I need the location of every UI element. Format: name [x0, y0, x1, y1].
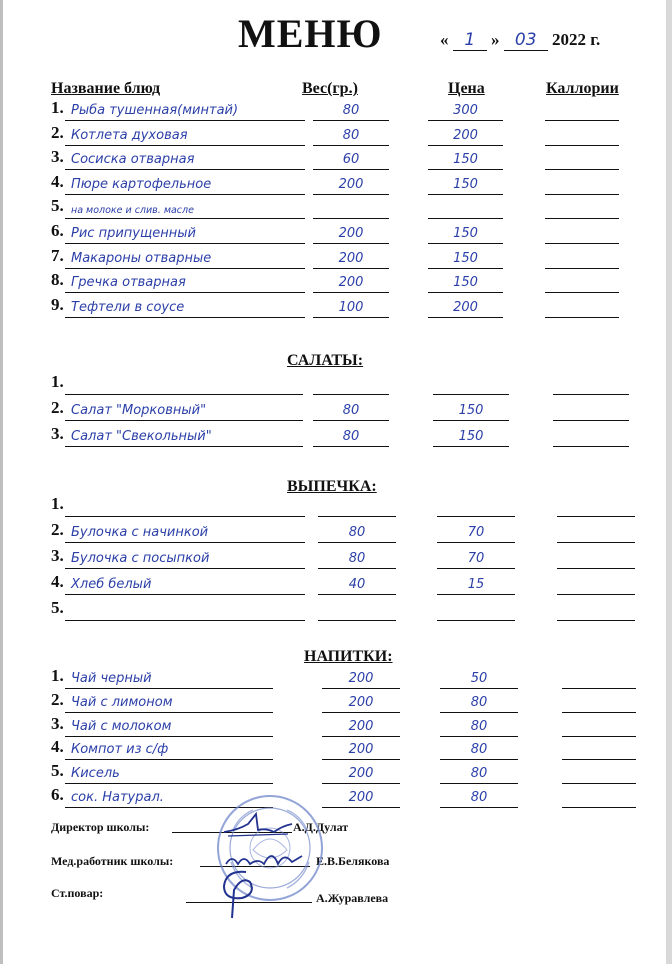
dish-price-line	[433, 374, 509, 395]
dish-name-line	[65, 198, 305, 219]
row-number: 3.	[51, 147, 64, 167]
dish-weight: 200	[348, 742, 374, 758]
row-number: 1.	[51, 372, 64, 391]
dish-weight-line	[313, 248, 389, 269]
row-number: 5.	[51, 761, 64, 781]
dish-name-line	[65, 174, 305, 195]
dish-calories-line	[553, 426, 629, 447]
dish-weight-line	[313, 272, 389, 293]
dish-price-line	[440, 716, 518, 737]
dish-calories-line	[557, 600, 635, 621]
menu-row	[0, 426, 672, 448]
dish-name: Тефтели в соусе	[71, 299, 185, 315]
menu-row	[0, 223, 672, 245]
dish-price: 80	[470, 790, 488, 805]
dish-weight: 80	[342, 403, 360, 418]
dish-weight: 80	[348, 525, 366, 540]
dish-calories-line	[545, 125, 619, 146]
dish-weight-line	[318, 496, 396, 517]
menu-row	[0, 600, 672, 622]
dish-weight: 100	[338, 299, 364, 315]
cook-name: А.Журавлева	[316, 891, 389, 905]
dish-price-line	[428, 248, 503, 269]
dish-weight-line	[322, 692, 400, 713]
director-label: Директор школы:	[51, 820, 150, 834]
dish-name: Рыба тушенная(минтай)	[71, 103, 239, 118]
menu-row	[0, 548, 672, 570]
dish-price-line	[428, 100, 503, 121]
dish-name-line	[65, 600, 305, 621]
dish-calories-line	[562, 739, 636, 760]
dish-name-line	[65, 496, 305, 517]
row-number: 1.	[51, 98, 64, 117]
row-number: 2.	[51, 122, 64, 142]
dish-price: 80	[470, 718, 488, 734]
dish-name-line	[65, 125, 305, 146]
medic-name: Е.В.Белякова	[316, 854, 390, 868]
row-number: 4.	[51, 737, 64, 757]
menu-row	[0, 122, 672, 147]
dish-calories-line	[553, 400, 629, 421]
dish-weight-line	[313, 149, 389, 170]
date-year: 2022 г.	[552, 30, 601, 49]
menu-row	[0, 522, 672, 544]
dish-name-line	[65, 548, 305, 569]
cook-label: Ст.повар:	[51, 886, 104, 900]
dish-name: Чай черный	[71, 671, 152, 686]
dish-weight: 200	[338, 226, 364, 241]
dish-calories-line	[557, 574, 635, 595]
dish-name: Салат "Свекольный"	[71, 429, 212, 444]
dish-weight: 200	[338, 275, 364, 291]
dish-price: 15	[467, 577, 485, 592]
dish-name-line	[65, 223, 305, 244]
dish-weight-line	[322, 763, 400, 784]
dish-weight-line	[322, 716, 400, 737]
dish-calories-line	[562, 716, 636, 737]
dish-price: 50	[470, 671, 488, 686]
dish-price: 150	[453, 275, 478, 291]
menu-row	[0, 100, 672, 122]
column-header-name: Название блюд	[51, 80, 161, 97]
dish-weight-line	[313, 174, 389, 195]
row-number: 2.	[51, 520, 64, 539]
date-quote-close: »	[491, 30, 500, 49]
dish-weight-line	[318, 600, 396, 621]
dish-price-line	[440, 668, 518, 689]
dish-weight-line	[318, 548, 396, 569]
row-number: 5.	[51, 196, 64, 216]
dish-name-line	[65, 522, 305, 543]
dish-weight-line	[313, 223, 389, 244]
dish-weight: 200	[348, 766, 374, 782]
column-header-price: Цена	[448, 80, 485, 97]
dish-name: Котлета духовая	[71, 127, 188, 143]
dish-name: Компот из с/ф	[71, 742, 169, 758]
dish-price-line	[433, 426, 509, 447]
dish-calories-line	[545, 174, 619, 195]
dish-price-line	[428, 149, 503, 170]
menu-row	[0, 149, 672, 171]
dish-price-line	[440, 787, 518, 808]
menu-row	[0, 668, 672, 690]
dish-name: Рис припущенный	[71, 226, 196, 241]
dish-name-line	[65, 248, 305, 269]
dish-weight-line	[322, 668, 400, 689]
dish-calories-line	[545, 198, 619, 219]
dish-price-line	[428, 223, 503, 244]
dish-calories-line	[545, 149, 619, 170]
dish-name-line	[65, 426, 303, 447]
dish-name-line	[65, 297, 305, 318]
column-header-weight: Вес(гр.)	[302, 80, 358, 97]
row-number: 4.	[51, 171, 64, 191]
dish-weight-line	[313, 125, 389, 146]
dish-calories-line	[557, 496, 635, 517]
dish-price: 80	[470, 766, 488, 782]
row-number: 6.	[51, 785, 64, 804]
menu-row	[0, 763, 672, 785]
dish-weight: 60	[342, 152, 360, 168]
row-number: 1.	[51, 666, 64, 685]
section-title-salads: САЛАТЫ:	[287, 352, 364, 369]
row-number: 5.	[51, 598, 64, 617]
dish-calories-line	[557, 522, 635, 543]
dish-name: Пюре картофельное	[71, 176, 212, 192]
dish-calories-line	[562, 787, 636, 808]
dish-weight: 200	[348, 694, 374, 710]
dish-weight-line	[313, 100, 389, 121]
menu-date	[440, 30, 600, 51]
dish-price-line	[440, 763, 518, 784]
dish-name-line	[65, 400, 303, 421]
dish-weight: 200	[348, 718, 374, 734]
dish-price-line	[437, 496, 515, 517]
dish-price-line	[440, 739, 518, 760]
dish-name-line	[65, 100, 305, 121]
dish-calories-line	[545, 223, 619, 244]
dish-calories-line	[562, 692, 636, 713]
dish-price-line	[428, 198, 503, 219]
dish-price: 200	[453, 299, 478, 315]
dish-weight: 200	[348, 790, 374, 805]
dish-name: Сосиска отварная	[71, 152, 195, 168]
dish-weight: 200	[338, 176, 364, 192]
date-day: 1	[453, 30, 487, 51]
dish-price-line	[437, 600, 515, 621]
dish-price: 150	[453, 250, 478, 266]
dish-weight-line	[318, 522, 396, 543]
dish-price-line	[440, 692, 518, 713]
dish-weight-line	[313, 198, 389, 219]
dish-calories-line	[545, 248, 619, 269]
dish-price: 80	[470, 694, 488, 710]
dish-weight-line	[313, 426, 389, 447]
row-number: 3.	[51, 424, 64, 443]
menu-row	[0, 496, 672, 518]
dish-price: 150	[453, 226, 478, 241]
dish-weight: 200	[338, 250, 364, 266]
row-number: 8.	[51, 270, 64, 290]
dish-weight: 200	[348, 671, 374, 686]
dish-name-line	[65, 692, 273, 713]
dish-weight: 80	[348, 551, 366, 566]
dish-price-line	[437, 522, 515, 543]
dish-price-line	[428, 125, 503, 146]
menu-row	[0, 689, 672, 714]
menu-row	[0, 294, 672, 319]
dish-name-line	[65, 574, 305, 595]
dish-price: 200	[453, 127, 478, 143]
row-number: 7.	[51, 245, 64, 265]
section-title-bakery: ВЫПЕЧКА:	[287, 478, 377, 495]
dish-name: сок. Натурал.	[71, 790, 164, 805]
dish-weight: 80	[342, 103, 360, 118]
row-number: 9.	[51, 294, 64, 314]
dish-price-line	[433, 400, 509, 421]
row-number: 2.	[51, 398, 64, 417]
menu-title: МЕНЮ	[238, 11, 383, 56]
menu-row	[0, 245, 672, 270]
dish-price: 150	[453, 176, 478, 192]
menu-row	[0, 374, 672, 396]
dish-calories-line	[545, 297, 619, 318]
row-number: 1.	[51, 494, 64, 513]
dish-name: Хлеб белый	[71, 577, 152, 592]
dish-price-line	[437, 574, 515, 595]
column-header-calories: Каллории	[546, 80, 619, 97]
row-number: 3.	[51, 713, 64, 733]
row-number: 4.	[51, 572, 64, 591]
menu-row	[0, 787, 672, 809]
dish-weight: 80	[342, 127, 360, 143]
dish-name: Кисель	[71, 766, 120, 782]
dish-calories-line	[553, 374, 629, 395]
dish-weight: 40	[348, 577, 366, 592]
dish-calories-line	[557, 548, 635, 569]
dish-name: Чай с молоком	[71, 718, 172, 734]
director-signature	[218, 806, 298, 840]
dish-calories-line	[545, 272, 619, 293]
menu-row	[0, 198, 672, 220]
dish-weight-line	[318, 574, 396, 595]
dish-name: Гречка отварная	[71, 275, 186, 291]
dish-price-line	[428, 297, 503, 318]
dish-price: 150	[458, 429, 484, 444]
dish-price: 70	[467, 551, 485, 566]
cook-signature	[212, 864, 272, 924]
dish-calories-line	[562, 668, 636, 689]
menu-row	[0, 400, 672, 422]
menu-row	[0, 272, 672, 294]
dish-name-line	[65, 374, 303, 395]
dish-name-line	[65, 149, 305, 170]
dish-name: на молоке и слив. масле	[71, 205, 194, 217]
dish-price: 300	[453, 103, 478, 118]
date-quote-open: «	[440, 30, 449, 49]
dish-name: Салат "Морковный"	[71, 403, 207, 418]
dish-name: Булочка с посыпкой	[71, 551, 210, 566]
dish-name-line	[65, 763, 273, 784]
dish-name-line	[65, 716, 273, 737]
dish-price-line	[428, 174, 503, 195]
dish-name: Макароны отварные	[71, 250, 212, 266]
menu-row	[0, 713, 672, 738]
dish-price-line	[428, 272, 503, 293]
dish-name-line	[65, 668, 273, 689]
menu-row	[0, 171, 672, 196]
section-title-drinks: НАПИТКИ:	[304, 648, 393, 665]
dish-price: 80	[470, 742, 488, 758]
dish-calories-line	[545, 100, 619, 121]
row-number: 2.	[51, 689, 64, 709]
medic-label: Мед.работник школы:	[51, 854, 174, 868]
row-number: 6.	[51, 221, 64, 240]
dish-price: 150	[458, 403, 484, 418]
dish-name: Чай с лимоном	[71, 694, 173, 710]
dish-price: 70	[467, 525, 485, 540]
row-number: 3.	[51, 546, 64, 565]
dish-name: Булочка с начинкой	[71, 525, 209, 540]
dish-price: 150	[453, 152, 478, 168]
dish-weight-line	[313, 297, 389, 318]
dish-weight: 80	[342, 429, 360, 444]
dish-price-line	[437, 548, 515, 569]
dish-weight-line	[313, 374, 389, 395]
dish-weight-line	[322, 739, 400, 760]
director-name: А.Д.Дулат	[293, 820, 349, 834]
menu-row	[0, 739, 672, 761]
date-month: 03	[504, 30, 548, 51]
dish-name-line	[65, 739, 273, 760]
dish-weight-line	[313, 400, 389, 421]
dish-calories-line	[562, 763, 636, 784]
dish-name-line	[65, 272, 305, 293]
menu-row	[0, 574, 672, 596]
